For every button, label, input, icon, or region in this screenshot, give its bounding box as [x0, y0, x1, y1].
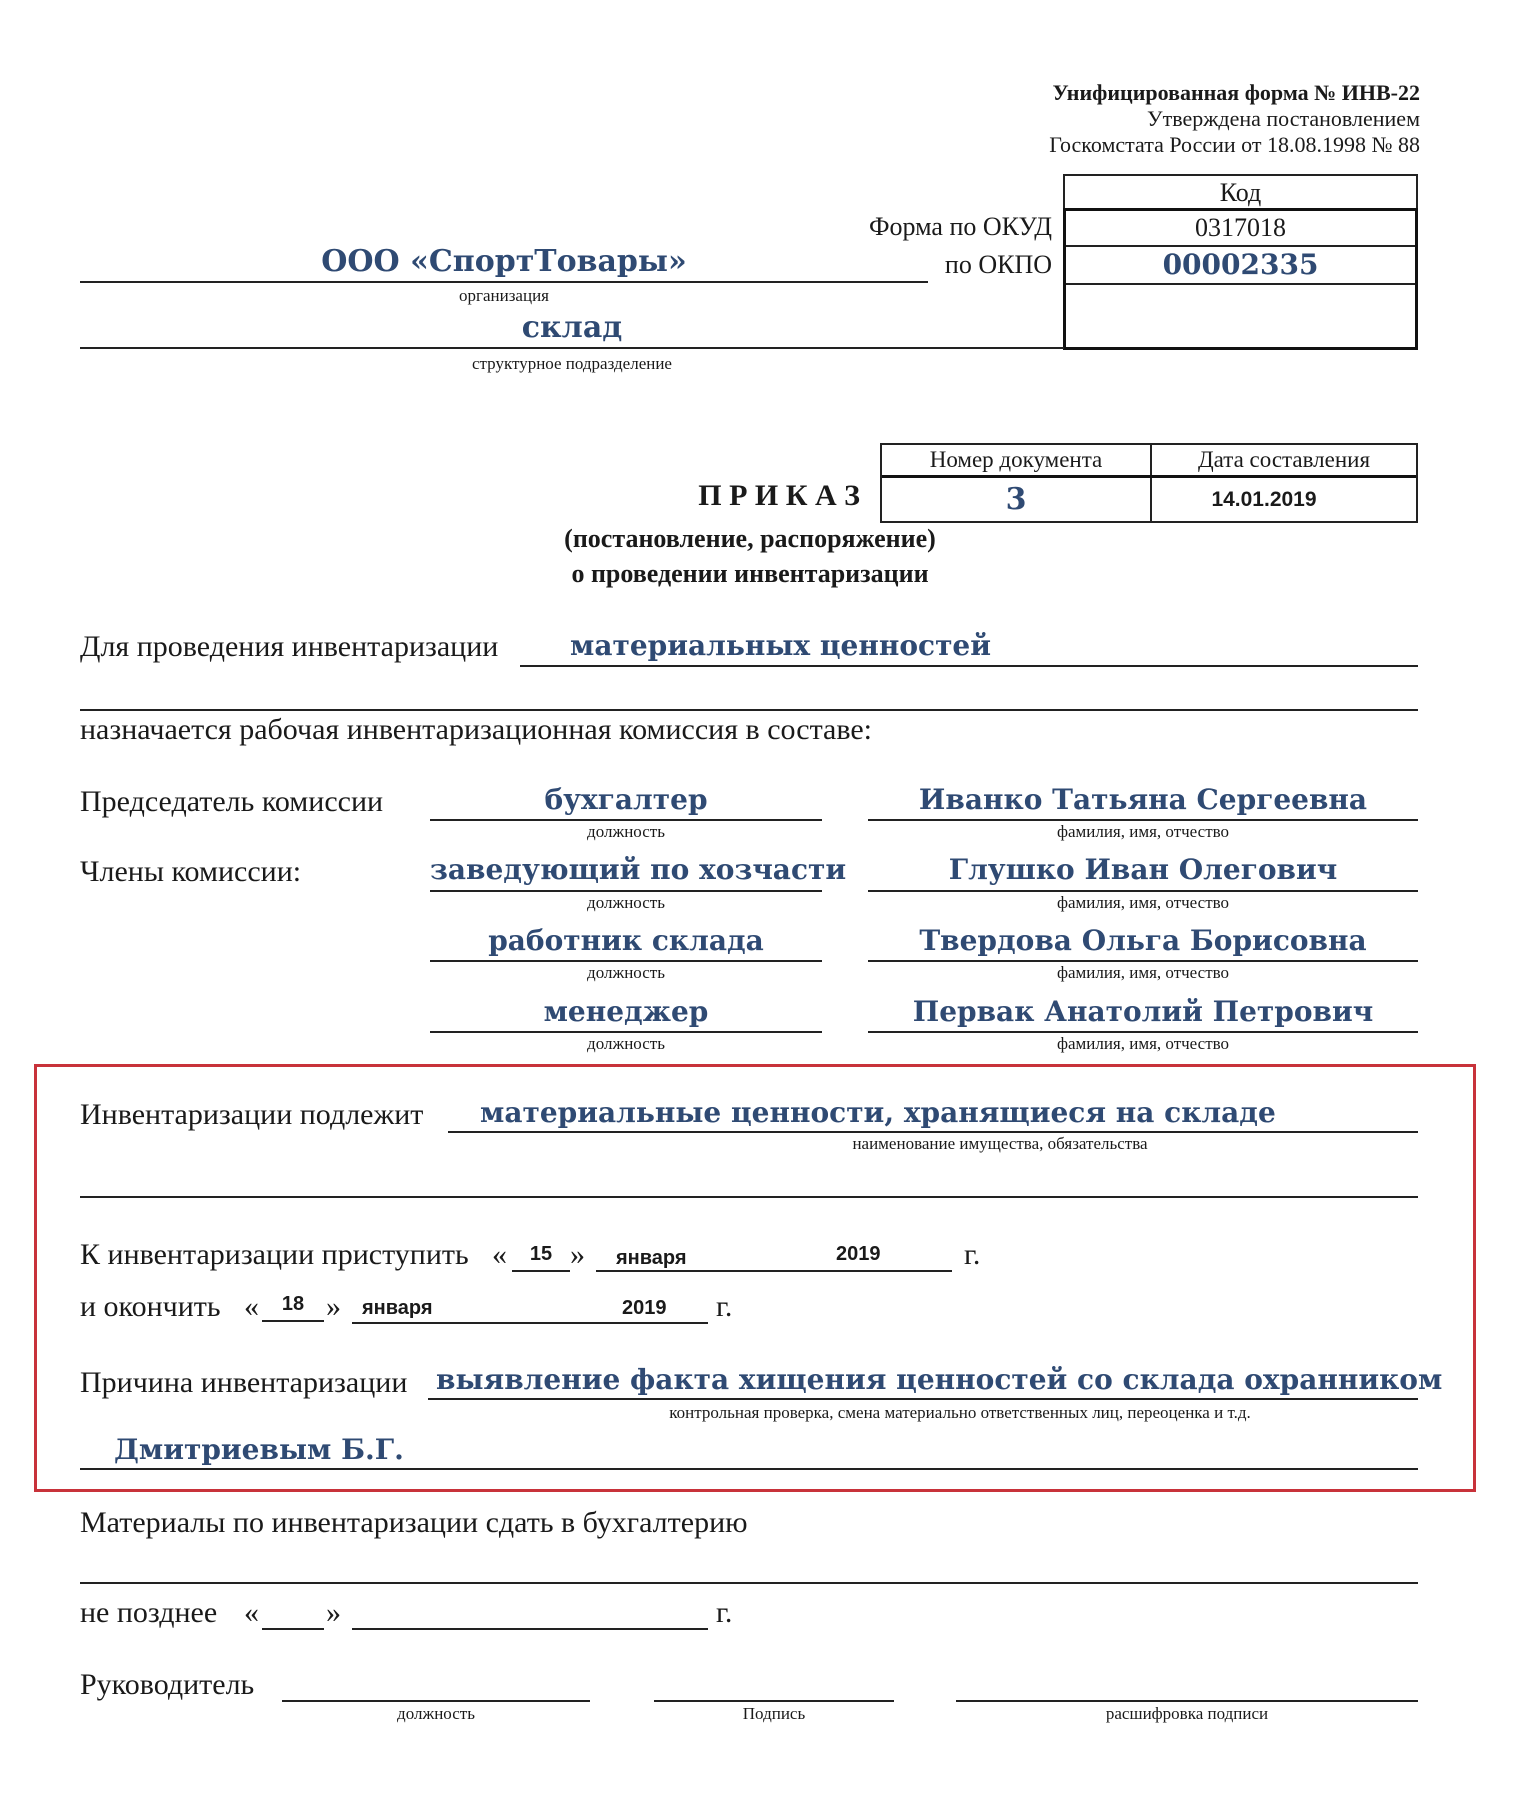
position-caption-2: должность: [587, 893, 665, 912]
end-quote-close: »: [326, 1290, 341, 1323]
end-year: 2019: [622, 1297, 667, 1319]
position-caption-1: должность: [587, 822, 665, 841]
start-day-line: [512, 1270, 570, 1272]
doc-table: [880, 443, 1418, 523]
head-signature-caption: Подпись: [742, 1704, 806, 1723]
doc-table-values: [882, 478, 1416, 522]
head-decode-caption: расшифровка подписи: [1105, 1704, 1269, 1723]
materials-line: [80, 1582, 1418, 1584]
doc-date-header: Дата составления: [1197, 447, 1371, 472]
commission-name-1: Иванко Татьяна Сергеевна: [918, 783, 1368, 816]
form-approval: Утверждена постановлением: [1147, 106, 1420, 131]
deadline-day-line: [262, 1628, 324, 1630]
reason-caption: контрольная проверка, смена материально ответственных лиц, переоценка и т.д.: [669, 1403, 1251, 1422]
fio-caption-2: фамилия, имя, отчество: [1056, 893, 1230, 912]
fio-caption-1: фамилия, имя, отчество: [1056, 822, 1230, 841]
fio-caption-3: фамилия, имя, отчество: [1056, 963, 1230, 982]
reason-line-2: [80, 1468, 1418, 1470]
okud-cell: [1066, 211, 1415, 247]
commission-position-1: бухгалтер: [544, 783, 708, 816]
position-caption-4: должность: [587, 1034, 665, 1053]
doc-number-header: Номер документа: [882, 445, 1152, 475]
commission-name-4: Первак Анатолий Петрович: [912, 995, 1374, 1028]
subject-label: Инвентаризации подлежит: [80, 1098, 424, 1131]
commission-position-4: менеджер: [543, 995, 709, 1028]
start-day: 15: [529, 1243, 553, 1265]
deadline-month-year-line: [352, 1628, 708, 1630]
okpo-label: по ОКПО: [944, 250, 1052, 279]
reason-value: выявление факта хищения ценностей со склада охранником: [436, 1363, 1443, 1396]
code-header-cell: [1063, 174, 1418, 210]
purpose-label: Для проведения инвентаризации: [80, 630, 499, 663]
reason-line: [428, 1398, 1418, 1400]
start-quote-open: «: [492, 1238, 507, 1271]
reason-label: Причина инвентаризации: [80, 1366, 408, 1399]
organization-name: ООО «СпортТовары»: [321, 244, 687, 279]
commission-position-line-4: [430, 1031, 822, 1033]
doc-date-value: 14.01.2019: [1211, 488, 1317, 511]
start-label: К инвентаризации приступить: [80, 1238, 469, 1271]
subject-line: [448, 1131, 1418, 1133]
doc-subtitle-2: о проведении инвентаризации: [571, 559, 929, 588]
fio-caption-4: фамилия, имя, отчество: [1056, 1034, 1230, 1053]
end-year-suffix: г.: [716, 1290, 733, 1323]
division-line: [80, 347, 1064, 349]
purpose-value: материальных ценностей: [570, 629, 992, 662]
doc-number-value: 3: [882, 478, 1152, 522]
head-decode-line: [956, 1700, 1418, 1702]
okpo-value: 00002335: [1162, 248, 1319, 281]
materials-text: Материалы по инвентаризации сдать в бухгалтерию: [80, 1506, 748, 1539]
purpose-line-2: [80, 709, 1418, 711]
position-caption-3: должность: [587, 963, 665, 982]
start-month: января: [616, 1247, 687, 1269]
end-day: 18: [281, 1293, 305, 1315]
organization-line: [80, 281, 928, 283]
form-title: Унифицированная форма № ИНВ-22: [1052, 80, 1420, 105]
commission-name-line-4: [868, 1031, 1418, 1033]
codes-box: [1063, 208, 1418, 350]
end-label: и окончить: [80, 1290, 221, 1323]
division-name: склад: [521, 310, 623, 345]
end-month: января: [362, 1297, 433, 1319]
start-year-suffix: г.: [964, 1238, 981, 1271]
purpose-line: [520, 665, 1418, 667]
commission-name-3: Твердова Ольга Борисовна: [919, 924, 1367, 957]
head-position-caption: должность: [397, 1704, 475, 1723]
doc-table-header: [882, 445, 1416, 478]
deadline-quote-open: «: [244, 1596, 259, 1629]
commission-position-2: заведующий по хозчасти: [430, 853, 847, 886]
commission-position-3: работник склада: [488, 924, 764, 957]
end-day-line: [262, 1320, 324, 1322]
commission-position-line-1: [430, 819, 822, 821]
deadline-label: не позднее: [80, 1596, 218, 1629]
head-position-line: [282, 1700, 590, 1702]
deadline-quote-close: »: [326, 1596, 341, 1629]
form-approval-date: Госкомстата России от 18.08.1998 № 88: [1049, 132, 1420, 157]
end-quote-open: «: [244, 1290, 259, 1323]
deadline-year-suffix: г.: [716, 1596, 733, 1629]
subject-line-2: [80, 1196, 1418, 1198]
head-signature-line: [654, 1700, 894, 1702]
start-quote-close: »: [570, 1238, 585, 1271]
chairman-label: Председатель комиссии: [80, 785, 384, 818]
commission-position-line-2: [430, 890, 822, 892]
okud-value: 0317018: [1195, 213, 1286, 242]
code-header-label: Код: [1219, 178, 1262, 207]
okud-label: Форма по ОКУД: [869, 212, 1052, 241]
division-caption: структурное подразделение: [472, 354, 672, 373]
start-month-year-line: [596, 1270, 952, 1272]
reason-value-2: Дмитриевым Б.Г.: [114, 1433, 404, 1466]
commission-text: назначается рабочая инвентаризационная комиссия в составе:: [80, 713, 872, 746]
commission-position-line-3: [430, 960, 822, 962]
okpo-cell: [1066, 247, 1415, 285]
members-label: Члены комиссии:: [80, 855, 302, 888]
subject-value: материальные ценности, хранящиеся на складе: [480, 1096, 1276, 1129]
commission-name-line-2: [868, 890, 1418, 892]
subject-caption: наименование имущества, обязательства: [852, 1134, 1148, 1153]
head-label: Руководитель: [80, 1668, 255, 1701]
commission-name-2: Глушко Иван Олегович: [948, 853, 1338, 886]
doc-subtitle-1: (постановление, распоряжение): [564, 524, 936, 553]
organization-caption: организация: [459, 286, 549, 305]
commission-name-line-1: [868, 819, 1418, 821]
start-year: 2019: [836, 1243, 881, 1265]
doc-title: П Р И К А З: [698, 479, 860, 512]
commission-name-line-3: [868, 960, 1418, 962]
end-month-year-line: [352, 1322, 708, 1324]
